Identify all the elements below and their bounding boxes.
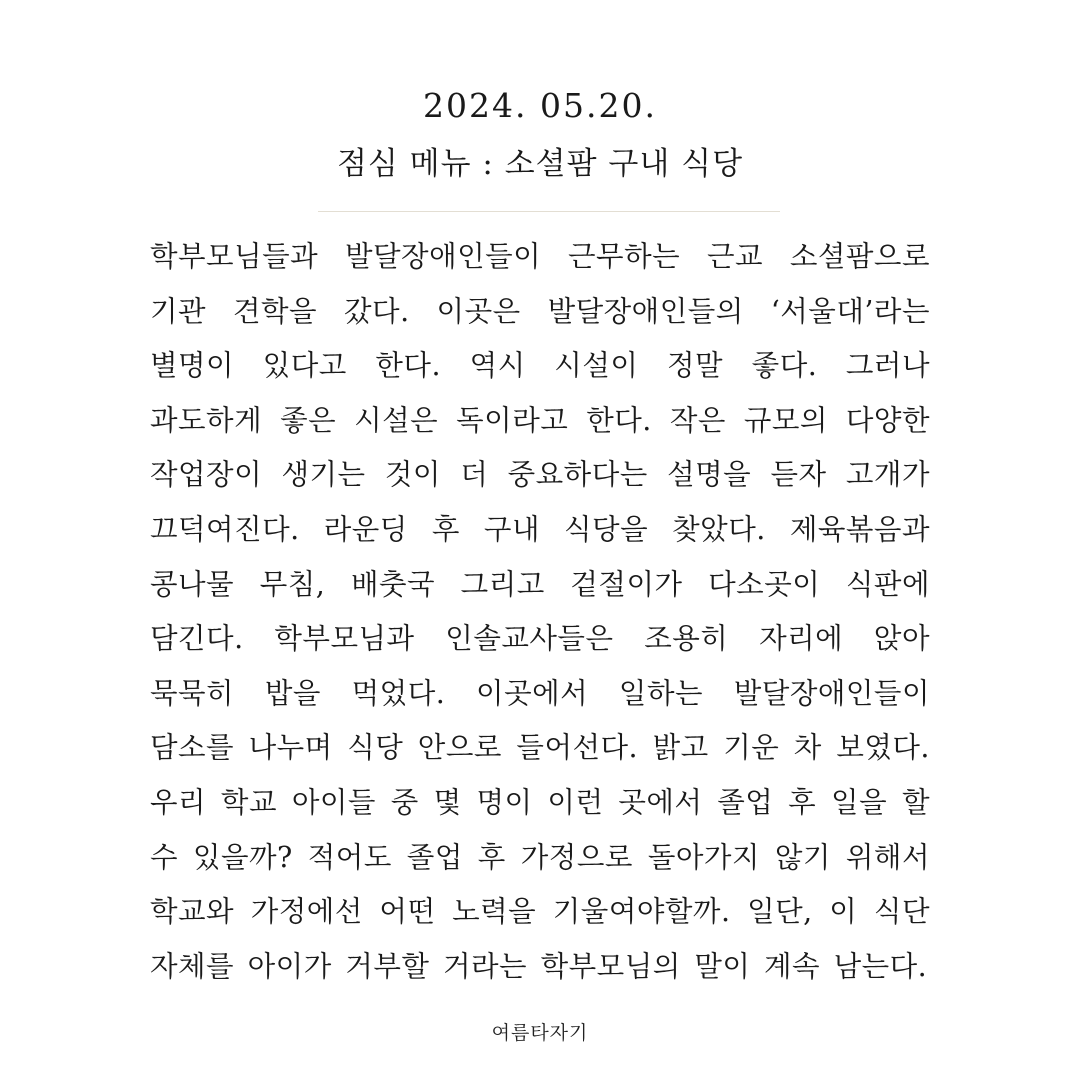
diary-body-text: 학부모님들과 발달장애인들이 근무하는 근교 소셜팜으로 기관 견학을 갔다. 이곳은 발달장애인들의 ‘서울대’라는 별명이 있다고 한다. 역시 시설이 정말 좋다. 그러나 과도하게 좋은 시설은 독이라고 한다. 작은 규모의 다양한 작업장이 생기는 것이 더 중요하다는 설명을 듣자 고개가 끄덕여진다. 라운딩 후 구내 식당을 찾았다. 제육볶음과 콩나물 무침, 배춧국 그리고 겉절이가 다소곳이 식판에 담긴다. 학부모님과 인솔교사들은 조용히 자리에 앉아 묵묵히 밥을 먹었다. 이곳에서 일하는 발달장애인들이 담소를 나누며 식당 안으로 들어선다. 밝고 기운 차 보였다. 우리 학교 아이들 중 몇 명이 이런 곳에서 졸업 후 일을 할 수 있을까? 적어도 졸업 후 가정으로 돌아가지 않기 위해서 학교와 가정에선 어떤 노력을 기울여야할까. 일단, 이 식단 자체를 아이가 거부할 거라는 학부모님의 말이 계속 남는다. [150,240,930,983]
date-heading: 2024. 05.20. [423,86,657,125]
title-divider [318,211,780,212]
author-signature: 여름타자기 [491,1022,589,1044]
menu-subtitle: 점심 메뉴 : 소셜팜 구내 식당 [336,146,744,182]
